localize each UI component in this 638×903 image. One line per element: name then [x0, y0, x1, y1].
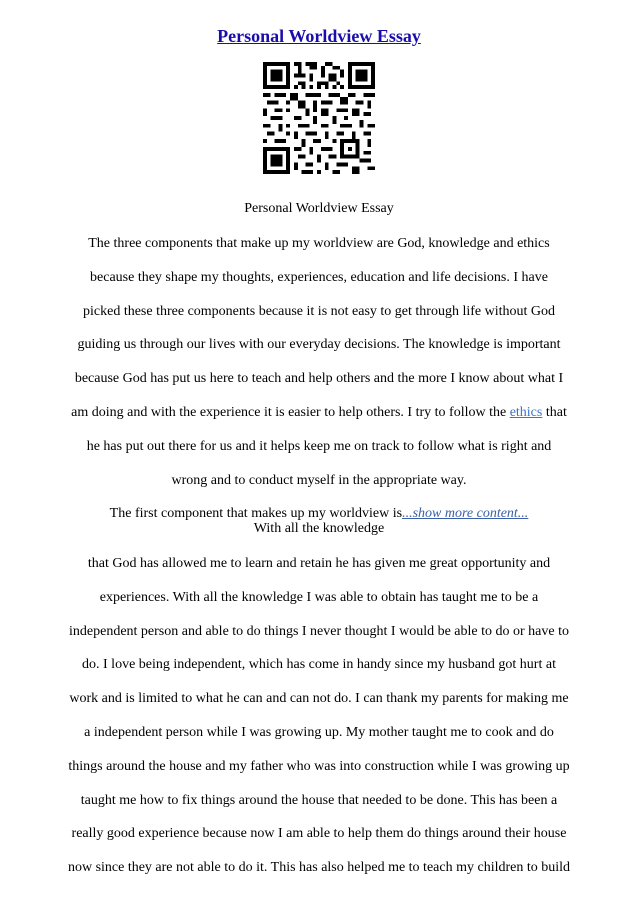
show-more-link[interactable]: ...show more content...: [402, 506, 529, 521]
paragraph-intro: [0, 236, 638, 506]
qr-code-image: [263, 62, 375, 174]
text-line: wrong and to conduct myself in the appropriate way.: [171, 472, 467, 488]
continuation-line: With all the knowledge: [253, 521, 385, 536]
text-segment: that: [542, 404, 567, 420]
essay-heading: Personal Worldview Essay: [244, 201, 394, 216]
text-line: independent person and able to do things I never thought I would be able to do or have to: [69, 623, 569, 639]
text-segment: The first component that makes up my worldview is: [109, 506, 403, 521]
text-segment: am doing and with the experience it is easier to help others. I try to follow the: [71, 404, 510, 420]
text-line: taught me how to fix things around the house that needed to be done. This has been a: [80, 792, 558, 808]
text-line: because God has put us here to teach and help others and the more I know about what I: [74, 371, 564, 387]
text-line: [0, 405, 638, 439]
text-line: picked these three components because it is not easy to get through life without God: [83, 303, 555, 319]
text-line: he has put out there for us and it helps keep me on track to follow what is right and: [86, 438, 552, 454]
first-component-line: [0, 506, 638, 522]
text-line: now since they are not able to do it. This has also helped me to teach my children to build: [67, 860, 571, 876]
text-line: that God has allowed me to learn and retain he has given me great opportunity and: [87, 556, 551, 571]
text-line: work and is limited to what he can and can not do. I can thank my parents for making me: [69, 691, 569, 707]
text-line: really good experience because now I am able to help them do things around their house: [71, 826, 567, 842]
ethics-link[interactable]: ethics: [509, 404, 543, 420]
text-line: experiences. With all the knowledge I was able to obtain has taught me to be a: [99, 589, 539, 605]
text-line: things around the house and my father who was into construction while I was growing up: [68, 758, 570, 774]
text-line: do. I love being independent, which has come in handy since my husband got hurt at: [82, 657, 556, 673]
paragraph-knowledge: [0, 556, 638, 894]
text-line: The three components that make up my worldview are God, knowledge and ethics: [88, 236, 550, 251]
text-line: because they shape my thoughts, experiences, education and life decisions. I have: [90, 269, 548, 285]
text-line: a independent person while I was growing up. My mother taught me to cook and do: [84, 724, 554, 740]
text-line: guiding us through our lives with our everyday decisions. The knowledge is important: [77, 337, 561, 353]
document-title[interactable]: Personal Worldview Essay: [217, 26, 421, 46]
